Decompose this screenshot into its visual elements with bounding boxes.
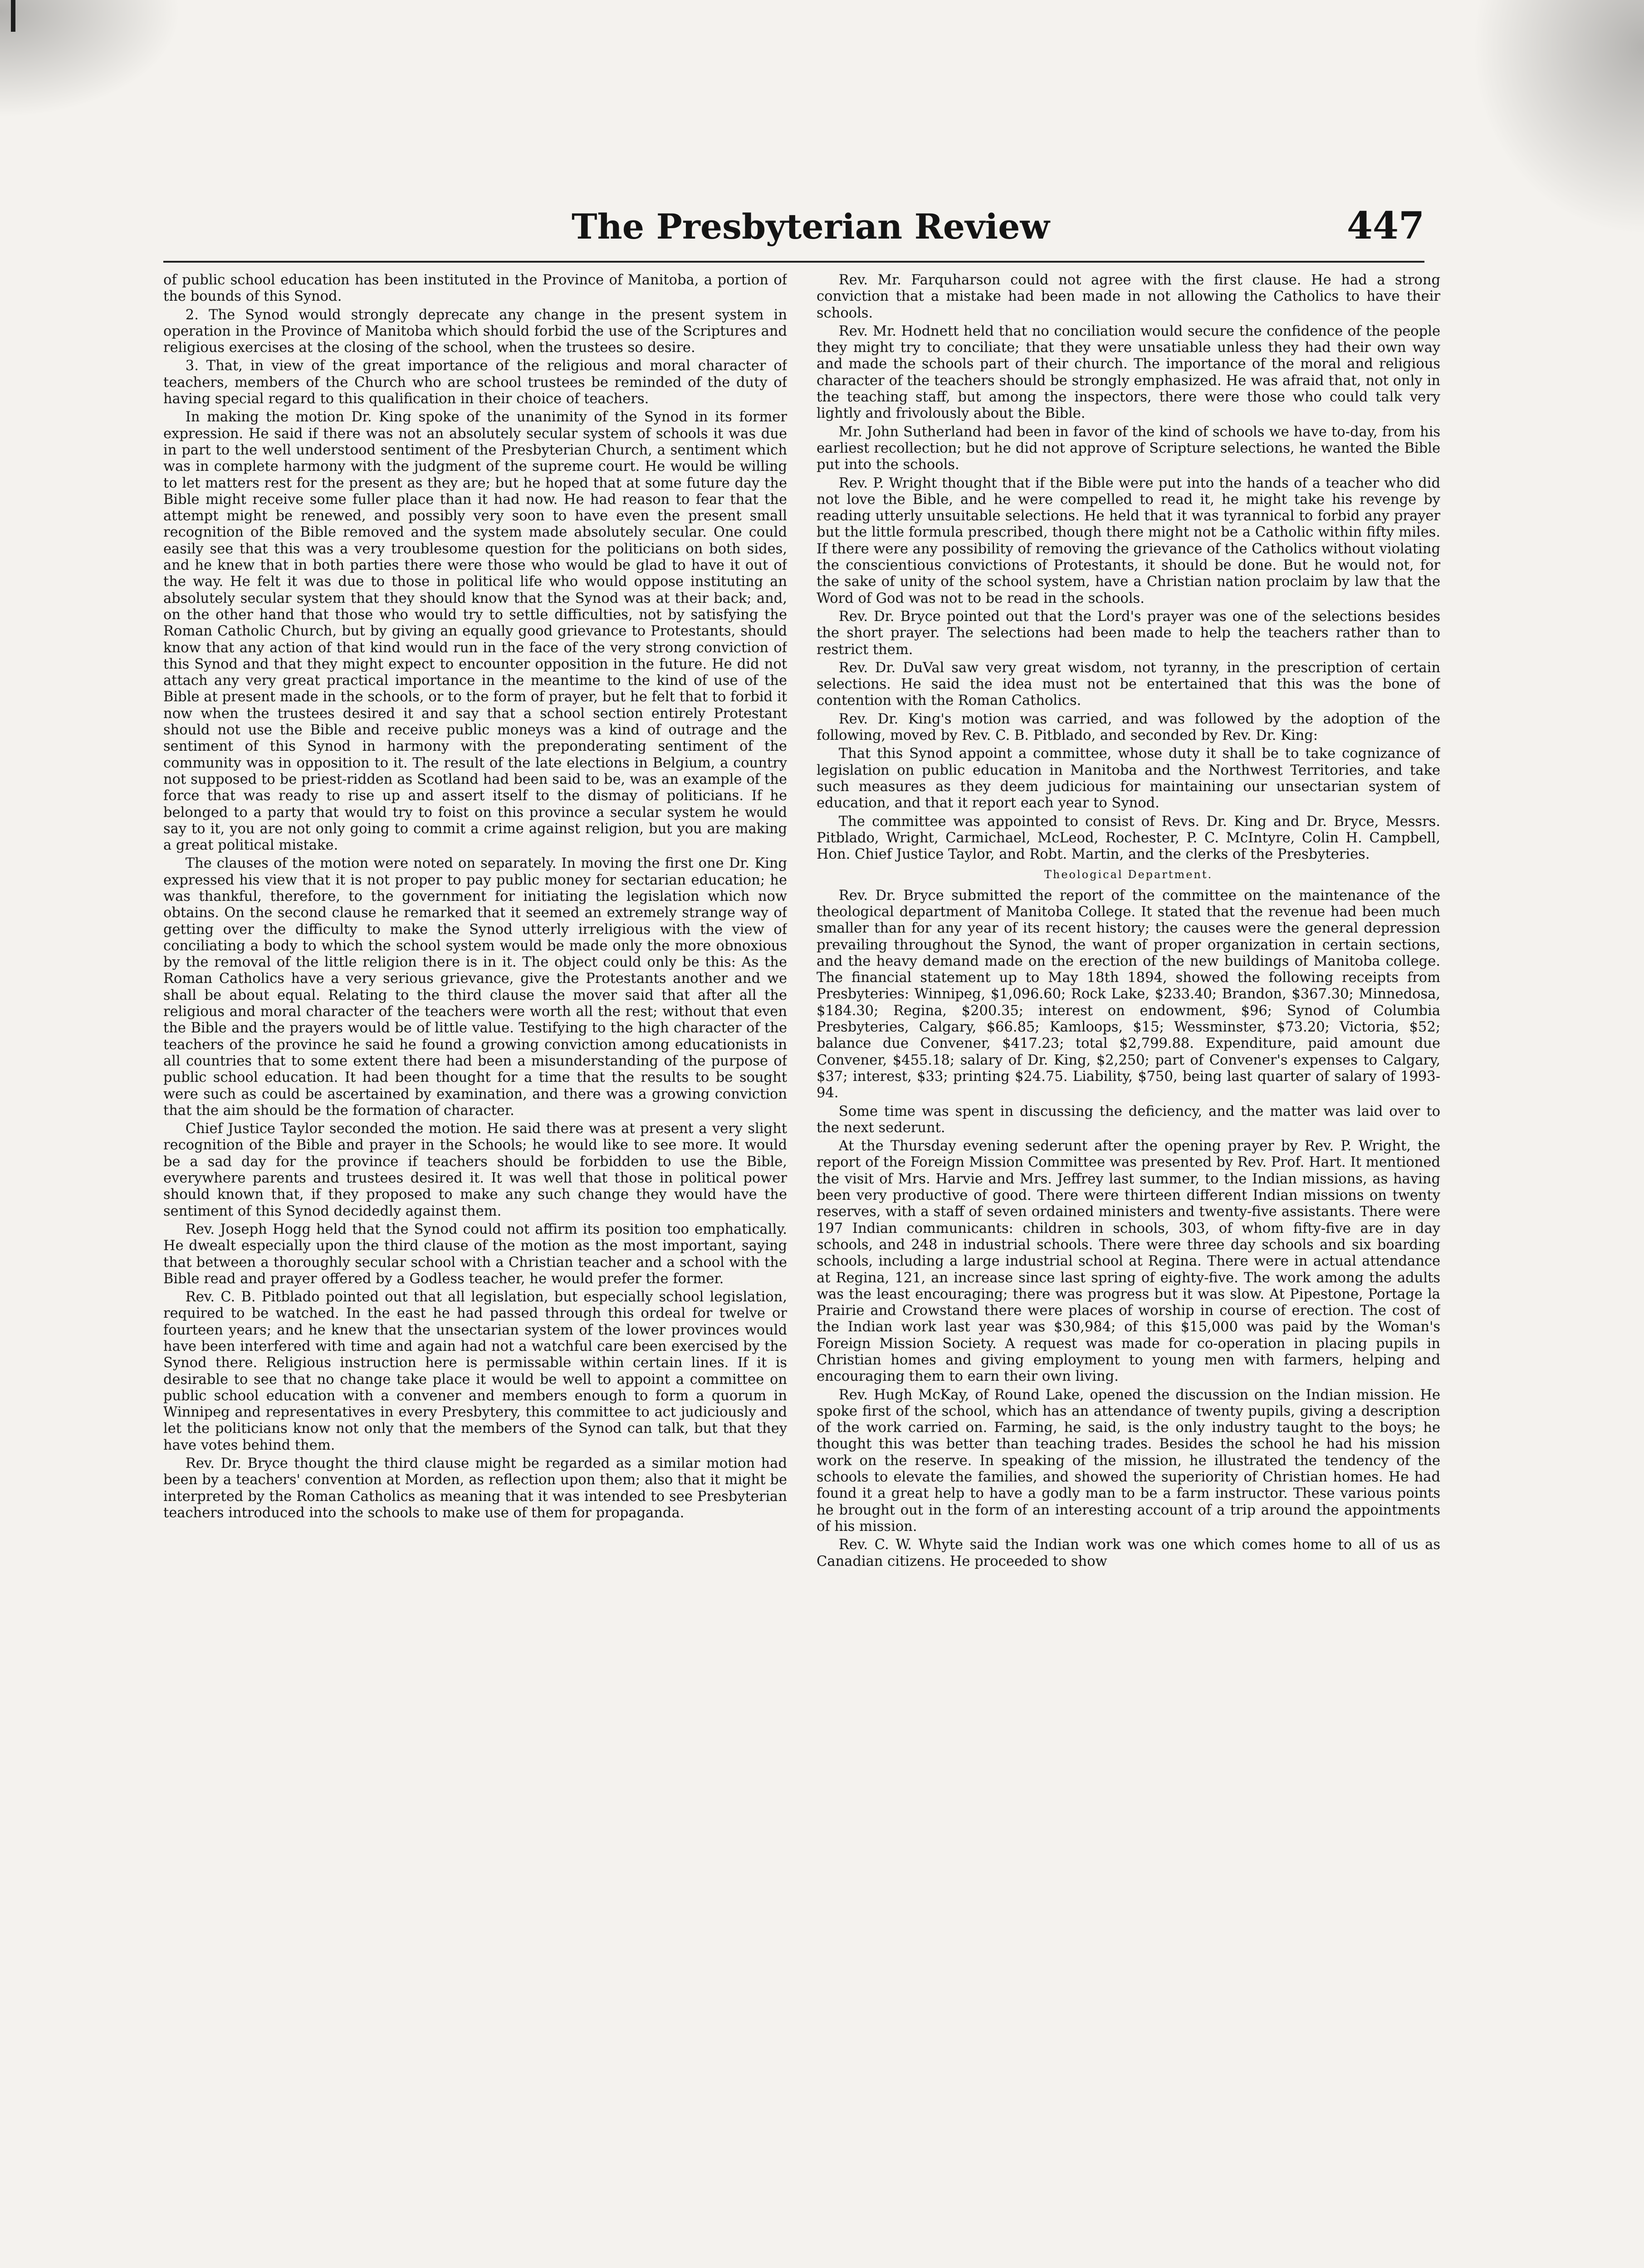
paragraph: At the Thursday evening sederunt after the opening prayer by Rev. P. Wright, the report of the Foreign Mission Committee was presented by Rev. Prof. Hart. It mentioned the visit of Mrs. Harvie and Mrs. Jeffrey last summer, to the Indian missions, as having been very productive of good. There were thirteen different Indian missions on twenty reserves, with a staff of seven ordained ministers and twenty-five assistants. There were 197 Indian communicants: children in schools, 303, of whom fifty-five are in day schools, and 248 in industrial schools. There were three day schools and six boarding schools, including a large industrial school at Regina. There were in actual attendance at Regina, 121, an increase since last spring of eighty-five. The work among the adults was the least encouraging; there was progress but it was slow. At Pipestone, Portage la Prairie and Crowstand there were places of worship in course of erection. The cost of the Indian work last year was $30,984; of this $15,000 was paid by the Woman's Foreign Mission Society. A request was made for co-operation in placing pupils in Christian homes and giving employment to young men with farmers, helping and encouraging them to earn their own living.: [817, 1138, 1440, 1385]
left-column: [163, 272, 787, 2254]
paragraph: Rev. P. Wright thought that if the Bible were put into the hands of a teacher who did not love the Bible, and he were compelled to read it, he might take his revenge by reading utterly unsuitable selections. He held that it was tyrannical to forbid any prayer but the little formula prescribed, though there might not be a Catholic within fifty miles. If there were any possibility of removing the grievance of the Catholics without violating the conscientious convictions of Protestants, it should be done. But he would not, for the sake of unity of the school system, have a Christian nation proclaim by law that the Word of God was not to be read in the schools.: [817, 475, 1440, 606]
paragraph: That this Synod appoint a committee, whose duty it shall be to take cognizance of legislation on public education in Manitoba and the Northwest Territories, and take such measures as they deem judicious for maintaining our unsectarian system of education, and that it report each year to Synod.: [817, 746, 1440, 811]
paragraph: Rev. Dr. King's motion was carried, and was followed by the adoption of the following, moved by Rev. C. B. Pitblado, and seconded by Rev. Dr. King:: [817, 711, 1440, 744]
paragraph: Rev. Dr. DuVal saw very great wisdom, not tyranny, in the prescription of certain selections. He said the idea must not be entertained that this was the bone of contention with the Roman Catholics.: [817, 660, 1440, 709]
scan-speckle-left: [0, 0, 181, 118]
section-heading: Theological Department.: [1044, 868, 1213, 881]
paragraph: The clauses of the motion were noted on separately. In moving the first one Dr. King expressed his view that it is not proper to pay public money for sectarian education; he was thankful, therefore, to the government for initiating the legislation which now obtains. On the second clause he remarked that it seemed an extremely strange way of getting over the difficulty to make the Synod utterly irreligious with the view of conciliating a body to which the school system would be made only the more obnoxious by the removal of the little religion there is in it. The object could only be this: As the Roman Catholics have a very serious grievance, give the Protestants another and we shall be about equal. Relating to the third clause the mover said that after all the religious and moral character of the teachers were worth all the rest; without that even the Bible and the prayers would be of little value. Testifying to the high character of the teachers of the province he said he found a growing conviction among educationists in all countries that to some extent there had been a misunderstanding of the purpose of public school education. It had been thought for a time that the results to be sought were such as could be ascertained by examination, and there was a growing conviction that the aim should be the formation of character.: [163, 855, 787, 1119]
paragraph: In making the motion Dr. King spoke of the unanimity of the Synod in its former expression. He said if there was not an absolutely secular system of schools it was due in part to the well understood sentiment of the Presbyterian Church, a sentiment which was in complete harmony with the judgment of the supreme court. He would be willing to let matters rest for the present as they are; but he hoped that at some future day the Bible might receive some fuller place than it had now. He had reason to fear that the attempt might be renewed, and possibly very soon to have even the present small recognition of the Bible removed and the system made absolutely secular. One could easily see that this was a very troublesome question for the politicians on both sides, and he knew that in both parties there were those who would be glad to have it out of the way. He felt it was due to those in political life who would oppose instituting an absolutely secular system that they should know that the Synod was at their back; and, on the other hand that those who would try to settle difficulties, not by satisfying the Roman Catholic Church, but by giving an equally good grievance to Protestants, should know that any action of that kind would run in the face of the very strong conviction of this Synod and that they might expect to encounter opposition in the future. He did not attach any very great practical importance in the meantime to the kind of use of the Bible at present made in the schools, or to the form of prayer, but he felt that to forbid it now when the trustees desired it and say that a school section entirely Protestant should not use the Bible and receive public moneys was a kind of outrage and the sentiment of this Synod in harmony with the preponderating sentiment of the community was in opposition to it. The result of the late elections in Belgium, a country not supposed to be priest-ridden as Scotland had been said to be, was an example of the force that was ready to rise up and assert itself to the dismay of politicians. If he belonged to a party that would try to foist on this province a secular system he would say to it, you are not only going to commit a crime against religion, but you are making a great political mistake.: [163, 409, 787, 854]
paragraph: Rev. C. B. Pitblado pointed out that all legislation, but especially school legislation, required to be watched. In the east he had passed through this ordeal for twelve or fourteen years; and he knew that the unsectarian system of the lower provinces would have been interfered with time and again had not a watchful care been exercised by the Synod there. Religious instruction here is permissable within certain lines. If it is desirable to see that no change take place it would be well to appoint a committee on public school education with a convener and members enough to form a quorum in Winnipeg and representatives in every Presbytery, this committee to act judiciously and let the politicians know not only that the members of the Synod can talk, but that they have votes behind them.: [163, 1289, 787, 1453]
paragraph: Rev. Hugh McKay, of Round Lake, opened the discussion on the Indian mission. He spoke first of the school, which has an attendance of twenty pupils, giving a description of the work carried on. Farming, he said, is the only industry taught to the boys; he thought this was better than teaching trades. Besides the school he had his mission work on the reserve. In speaking of the mission, he illustrated the tendency of the schools to elevate the families, and showed the superiority of Christian homes. He had found it a great help to have a godly man to be a farm instructor. These various points he brought out in the form of an interesting account of a trip around the appointments of his mission.: [817, 1387, 1440, 1535]
page-number: 447: [1346, 204, 1424, 248]
paragraph: 2. The Synod would strongly deprecate any change in the present system in operation in the Province of Manitoba which should forbid the use of the Scriptures and religious exercises at the closing of the school, when the trustees so desire.: [163, 307, 787, 356]
paragraph: Rev. Dr. Bryce thought the third clause might be regarded as a similar motion had been by a teachers' convention at Morden, as reflection upon them; also that it might be interpreted by the Roman Catholics as meaning that it was intended to see Presbyterian teachers introduced into the schools to make use of them for propaganda.: [163, 1456, 787, 1521]
paragraph: Chief Justice Taylor seconded the motion. He said there was at present a very slight recognition of the Bible and prayer in the Schools; he would like to see more. It would be a sad day for the province if teachers should be forbidden to use the Bible, everywhere parents and trustees desired it. It was well that those in political power should known that, if they proposed to make any such change they would have the sentiment of this Synod decidedly against them.: [163, 1121, 787, 1219]
page-title: The Presbyterian Review: [572, 206, 1050, 247]
paragraph: Rev. Dr. Bryce submitted the report of the committee on the maintenance of the theological department of Manitoba College. It stated that the revenue had been much smaller than for any year of its recent history; the causes were the general depression prevailing throughout the Synod, the want of proper organization in certain sections, and the heavy demand made on the erection of the new buildings of Manitoba college. The financial statement up to May 18th 1894, showed the following receipts from Presbyteries: Winnipeg, $1,096.60; Rock Lake, $233.40; Brandon, $367.30; Minnedosa, $184.30; Regina, $200.35; interest on endowment, $96; Synod of Columbia Presbyteries, Calgary, $66.85; Kamloops, $15; Wessminster, $73.20; Victoria, $52; balance due Convener, $417.23; total $2,799.88. Expenditure, paid amount due Convener, $455.18; salary of Dr. King, $2,250; part of Convener's expenses to Calgary, $37; interest, $33; printing $24.75. Liability, $750, being last quarter of salary of 1993-94.: [817, 887, 1440, 1101]
paragraph: Rev. C. W. Whyte said the Indian work was one which comes home to all of us as Canadian citizens. He proceeded to show: [817, 1537, 1440, 1569]
paragraph: Rev. Joseph Hogg held that the Synod could not affirm its position too emphatically. He dwealt especially upon the third clause of the motion as the most important, saying that between a thoroughly secular school with a Christian teacher and a school with the Bible read and prayer offered by a Godless teacher, he would prefer the former.: [163, 1221, 787, 1287]
paragraph: Rev. Dr. Bryce pointed out that the Lord's prayer was one of the selections besides the short prayer. The selections had been made to help the teachers rather than to restrict them.: [817, 608, 1440, 658]
paragraph: Some time was spent in discussing the deficiency, and the matter was laid over to the next sederunt.: [817, 1103, 1440, 1136]
paragraph: The committee was appointed to consist of Revs. Dr. King and Dr. Bryce, Messrs. Pitblado, Wright, Carmichael, McLeod, Rochester, P. C. McIntyre, Colin H. Campbell, Hon. Chief Justice Taylor, and Robt. Martin, and the clerks of the Presbyteries.: [817, 813, 1440, 863]
right-column: [817, 272, 1440, 2254]
header-rule: [163, 261, 1424, 263]
paragraph: 3. That, in view of the great importance of the religious and moral character of teachers, members of the Church who are school trustees be reminded of the duty of having special regard to this qualification in their choice of teachers.: [163, 358, 787, 407]
paragraph: Rev. Mr. Farquharson could not agree with the first clause. He had a strong conviction that a mistake had been made in not allowing the Catholics to have their schools.: [817, 272, 1440, 321]
scan-speckle-right: [1472, 0, 1644, 236]
paragraph: of public school education has been instituted in the Province of Manitoba, a portion of the bounds of this Synod.: [163, 272, 787, 305]
paragraph: Mr. John Sutherland had been in favor of the kind of schools we have to-day, from his earliest recollection; but he did not approve of Scripture selections, he wanted the Bible put into the schools.: [817, 424, 1440, 473]
paragraph: Rev. Mr. Hodnett held that no conciliation would secure the confidence of the people they might try to conciliate; that they were unsatiable unless they had their own way and made the schools part of their church. The importance of the moral and religious character of the teachers should be strongly emphasized. He was afraid that, not only in the teaching staff, but among the inspectors, there were those who could talk very lightly and frivolously about the Bible.: [817, 323, 1440, 422]
running-head: [163, 206, 1424, 256]
